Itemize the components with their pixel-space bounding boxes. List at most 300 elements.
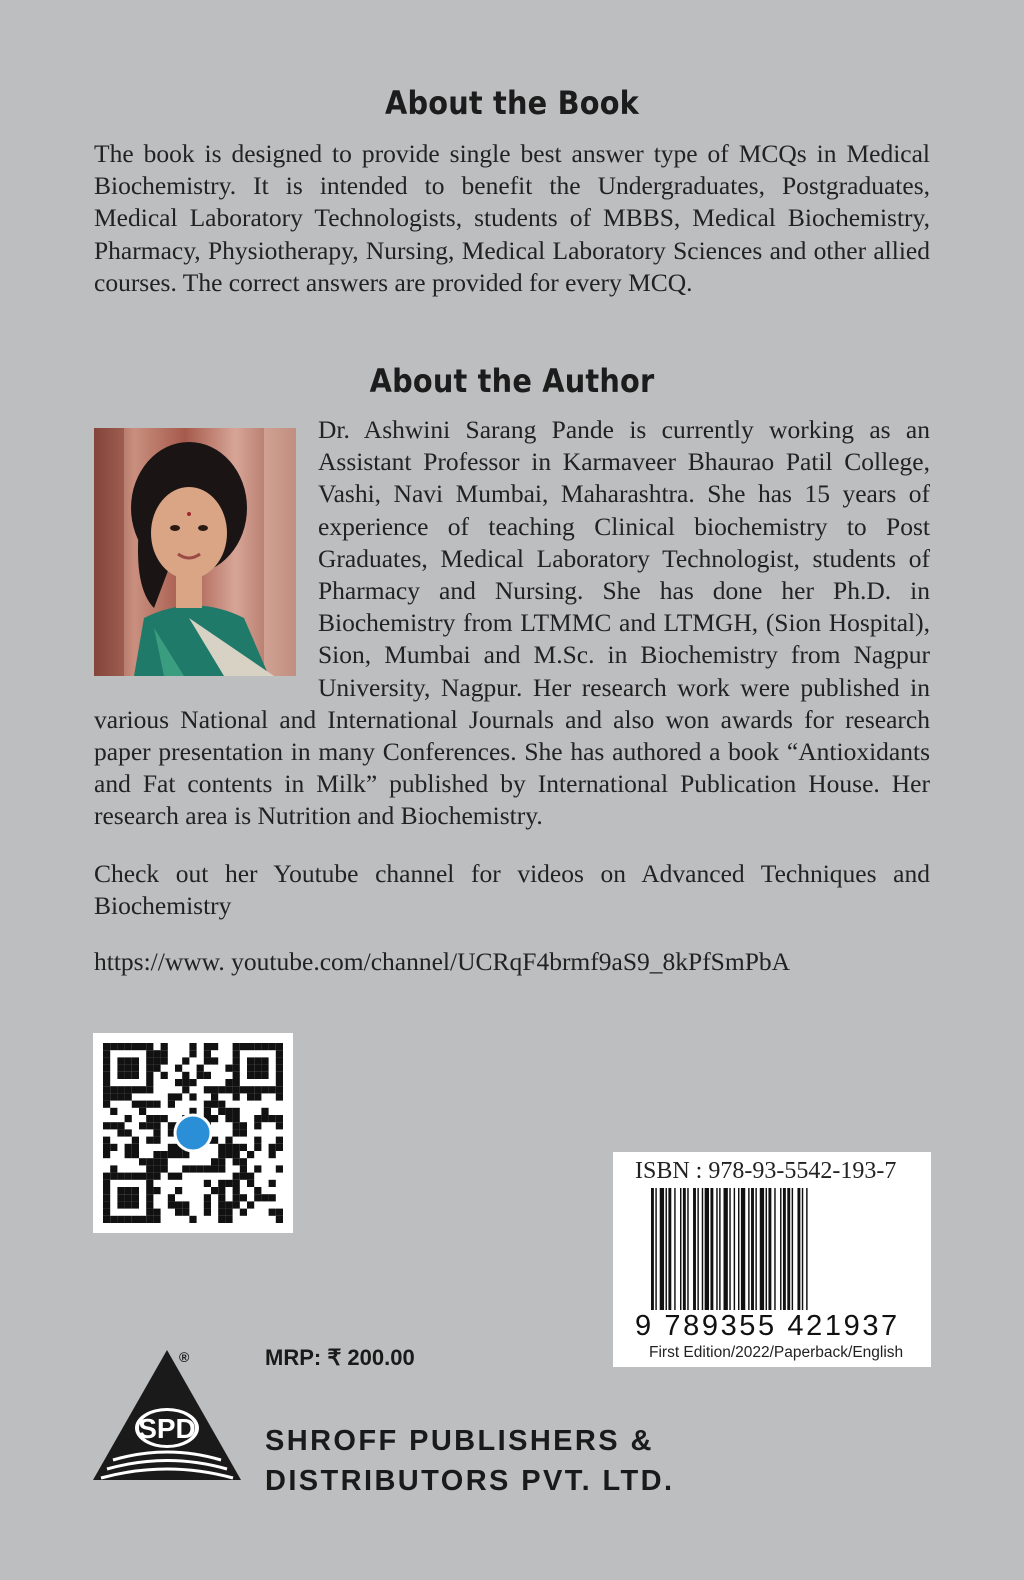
qr-module bbox=[225, 1137, 232, 1144]
qr-module bbox=[189, 1079, 196, 1086]
qr-module bbox=[103, 1079, 110, 1086]
qr-module bbox=[182, 1072, 189, 1079]
qr-module bbox=[204, 1057, 211, 1064]
qr-module bbox=[225, 1151, 232, 1158]
qr-module bbox=[175, 1093, 182, 1100]
qr-module bbox=[233, 1086, 240, 1093]
spd-logo-text: SPD bbox=[138, 1413, 196, 1444]
qr-module bbox=[211, 1158, 218, 1165]
barcode-bar bbox=[806, 1188, 807, 1310]
qr-module bbox=[247, 1057, 254, 1064]
about-author-block bbox=[94, 414, 930, 833]
qr-module bbox=[261, 1194, 268, 1201]
qr-module bbox=[233, 1065, 240, 1072]
qr-module bbox=[117, 1194, 124, 1201]
qr-module bbox=[161, 1057, 168, 1064]
barcode-bar bbox=[705, 1188, 709, 1310]
qr-module bbox=[247, 1151, 254, 1158]
qr-module bbox=[247, 1072, 254, 1079]
qr-module bbox=[247, 1086, 254, 1093]
qr-module bbox=[233, 1079, 240, 1086]
qr-module bbox=[132, 1194, 139, 1201]
qr-module bbox=[254, 1093, 261, 1100]
barcode-bar bbox=[710, 1188, 713, 1310]
qr-module bbox=[153, 1137, 160, 1144]
barcode-bar bbox=[802, 1188, 803, 1310]
qr-module bbox=[146, 1115, 153, 1122]
qr-module bbox=[240, 1129, 247, 1136]
qr-module bbox=[225, 1216, 232, 1223]
qr-module bbox=[211, 1115, 218, 1122]
qr-module bbox=[168, 1122, 175, 1129]
qr-module bbox=[146, 1101, 153, 1108]
barcode-bar bbox=[683, 1188, 686, 1310]
qr-module bbox=[117, 1043, 124, 1050]
qr-module bbox=[218, 1216, 225, 1223]
qr-module bbox=[211, 1086, 218, 1093]
barcode-bar bbox=[680, 1188, 681, 1310]
qr-module bbox=[240, 1173, 247, 1180]
qr-module bbox=[103, 1043, 110, 1050]
qr-module bbox=[240, 1165, 247, 1172]
qr-module bbox=[168, 1194, 175, 1201]
isbn-label: ISBN : 978-93-5542-193-7 bbox=[635, 1158, 897, 1184]
qr-module bbox=[161, 1165, 168, 1172]
qr-module bbox=[233, 1194, 240, 1201]
barcode-bar bbox=[780, 1188, 781, 1310]
about-author-heading: About the Author bbox=[369, 362, 655, 400]
qr-module bbox=[103, 1194, 110, 1201]
qr-module bbox=[139, 1173, 146, 1180]
qr-module bbox=[240, 1086, 247, 1093]
qr-module bbox=[276, 1043, 283, 1050]
qr-module bbox=[204, 1108, 211, 1115]
qr-module bbox=[125, 1194, 132, 1201]
qr-module bbox=[189, 1093, 196, 1100]
barcode-bar bbox=[702, 1188, 703, 1310]
qr-module bbox=[103, 1151, 110, 1158]
qr-module bbox=[225, 1079, 232, 1086]
qr-module bbox=[117, 1173, 124, 1180]
qr-module bbox=[261, 1108, 268, 1115]
qr-module bbox=[125, 1129, 132, 1136]
qr-module bbox=[254, 1194, 261, 1201]
qr-module bbox=[117, 1201, 124, 1208]
qr-module bbox=[218, 1194, 225, 1201]
youtube-link[interactable]: https://www. youtube.com/channel/UCRqF4brmf9aS9_8kPfSmPbA bbox=[94, 947, 791, 976]
qr-center-logo bbox=[175, 1115, 211, 1151]
qr-module bbox=[168, 1093, 175, 1100]
qr-module bbox=[261, 1065, 268, 1072]
qr-module bbox=[146, 1201, 153, 1208]
qr-module bbox=[218, 1144, 225, 1151]
qr-module bbox=[168, 1151, 175, 1158]
qr-module bbox=[269, 1151, 276, 1158]
qr-module bbox=[182, 1079, 189, 1086]
about-author-paragraph: Dr. Ashwini Sarang Pande is currently working as an Assistant Professor in Karmaveer Bhaurao Patil College, Vashi, Navi Mumbai, Maharashtra. She has 15 years of experience of teaching Clinical biochemistry to Post Graduates, Medical Laboratory Technologist, students of Pharmacy and Nursing. She has done her Ph.D. in Biochemistry from LTMMC and LTMGH, (Sion Hospital), Sion, Mumbai and M.Sc. in Biochemistry from Nagpur University, Nagpur. Her research work were published in various National and International Journals and also won awards for research paper presentation in many Conferences. She has authored a book “Antioxidants and Fat contents in Milk” published by International Publication House. Her research area is Nutrition and Biochemistry. bbox=[94, 415, 930, 831]
barcode-bar bbox=[748, 1188, 749, 1310]
barcode-bar bbox=[697, 1188, 698, 1310]
qr-module bbox=[132, 1144, 139, 1151]
barcode-bar bbox=[760, 1188, 764, 1310]
qr-module bbox=[182, 1209, 189, 1216]
qr-module bbox=[117, 1065, 124, 1072]
qr-module bbox=[103, 1144, 110, 1151]
qr-module bbox=[153, 1187, 160, 1194]
qr-module bbox=[182, 1151, 189, 1158]
qr-module bbox=[153, 1216, 160, 1223]
qr-module bbox=[276, 1216, 283, 1223]
barcode bbox=[651, 1188, 895, 1310]
qr-module bbox=[125, 1144, 132, 1151]
qr-module bbox=[168, 1201, 175, 1208]
qr-module bbox=[254, 1043, 261, 1050]
qr-module bbox=[132, 1151, 139, 1158]
barcode-bar bbox=[719, 1188, 720, 1310]
qr-module bbox=[204, 1194, 211, 1201]
qr-module bbox=[276, 1137, 283, 1144]
qr-module bbox=[139, 1043, 146, 1050]
qr-module bbox=[153, 1151, 160, 1158]
qr-module bbox=[146, 1165, 153, 1172]
qr-module bbox=[175, 1079, 182, 1086]
qr-module bbox=[175, 1209, 182, 1216]
qr-module bbox=[269, 1180, 276, 1187]
qr-module bbox=[182, 1057, 189, 1064]
barcode-bar bbox=[741, 1188, 745, 1310]
qr-module bbox=[247, 1065, 254, 1072]
qr-module bbox=[269, 1194, 276, 1201]
qr-module bbox=[189, 1043, 196, 1050]
qr-module bbox=[110, 1165, 117, 1172]
qr-module bbox=[153, 1173, 160, 1180]
qr-module bbox=[276, 1209, 283, 1216]
qr-module bbox=[254, 1187, 261, 1194]
qr-module bbox=[103, 1216, 110, 1223]
qr-module bbox=[153, 1129, 160, 1136]
qr-module bbox=[117, 1072, 124, 1079]
qr-module bbox=[132, 1173, 139, 1180]
barcode-bar bbox=[768, 1188, 771, 1310]
qr-module bbox=[269, 1115, 276, 1122]
qr-module bbox=[276, 1079, 283, 1086]
qr-module bbox=[132, 1201, 139, 1208]
qr-code[interactable] bbox=[93, 1033, 293, 1233]
qr-module bbox=[218, 1151, 225, 1158]
qr-module bbox=[139, 1101, 146, 1108]
qr-module bbox=[110, 1086, 117, 1093]
qr-module bbox=[276, 1072, 283, 1079]
qr-module bbox=[125, 1093, 132, 1100]
qr-module bbox=[103, 1137, 110, 1144]
youtube-note: Check out her Youtube channel for videos on Advanced Techniques and Biochemistry bbox=[94, 859, 930, 921]
qr-module bbox=[161, 1050, 168, 1057]
qr-module bbox=[139, 1122, 146, 1129]
qr-module bbox=[240, 1209, 247, 1216]
qr-module bbox=[233, 1108, 240, 1115]
barcode-bar bbox=[755, 1188, 756, 1310]
qr-module bbox=[125, 1043, 132, 1050]
qr-module bbox=[103, 1180, 110, 1187]
qr-module bbox=[153, 1158, 160, 1165]
qr-module bbox=[269, 1209, 276, 1216]
qr-module bbox=[125, 1057, 132, 1064]
barcode-bar bbox=[687, 1188, 688, 1310]
qr-module bbox=[182, 1086, 189, 1093]
qr-module bbox=[204, 1209, 211, 1216]
qr-module bbox=[139, 1108, 146, 1115]
qr-module bbox=[132, 1086, 139, 1093]
barcode-bar bbox=[787, 1188, 790, 1310]
barcode-bar bbox=[716, 1188, 717, 1310]
qr-module bbox=[233, 1144, 240, 1151]
qr-module bbox=[132, 1043, 139, 1050]
qr-module bbox=[269, 1043, 276, 1050]
qr-module bbox=[233, 1050, 240, 1057]
qr-module bbox=[247, 1093, 254, 1100]
qr-module bbox=[204, 1043, 211, 1050]
qr-module bbox=[261, 1072, 268, 1079]
qr-module bbox=[153, 1050, 160, 1057]
barcode-bar bbox=[668, 1188, 671, 1310]
qr-module bbox=[117, 1122, 124, 1129]
qr-module bbox=[146, 1173, 153, 1180]
barcode-digits: 9 789355 421937 bbox=[635, 1310, 900, 1342]
qr-module bbox=[254, 1057, 261, 1064]
qr-module bbox=[247, 1173, 254, 1180]
qr-module bbox=[233, 1158, 240, 1165]
qr-module bbox=[233, 1122, 240, 1129]
qr-module bbox=[233, 1151, 240, 1158]
qr-module bbox=[261, 1086, 268, 1093]
qr-module bbox=[110, 1043, 117, 1050]
qr-module bbox=[240, 1158, 247, 1165]
qr-module bbox=[225, 1201, 232, 1208]
qr-module bbox=[254, 1144, 261, 1151]
qr-module bbox=[254, 1137, 261, 1144]
qr-module bbox=[240, 1144, 247, 1151]
qr-module bbox=[225, 1108, 232, 1115]
qr-module bbox=[225, 1115, 232, 1122]
qr-module bbox=[153, 1101, 160, 1108]
qr-module bbox=[125, 1065, 132, 1072]
qr-module bbox=[218, 1201, 225, 1208]
barcode-bar bbox=[660, 1188, 664, 1310]
qr-module bbox=[117, 1057, 124, 1064]
qr-module bbox=[233, 1173, 240, 1180]
qr-module bbox=[211, 1043, 218, 1050]
publisher-name-line-2: DISTRIBUTORS PVT. LTD. bbox=[265, 1465, 675, 1497]
qr-module bbox=[225, 1086, 232, 1093]
qr-module bbox=[161, 1158, 168, 1165]
barcode-bar bbox=[693, 1188, 696, 1310]
qr-module bbox=[146, 1187, 153, 1194]
qr-module bbox=[254, 1065, 261, 1072]
qr-module bbox=[276, 1093, 283, 1100]
qr-module bbox=[175, 1065, 182, 1072]
qr-module bbox=[261, 1115, 268, 1122]
qr-module bbox=[233, 1072, 240, 1079]
qr-module bbox=[261, 1043, 268, 1050]
qr-module bbox=[225, 1065, 232, 1072]
qr-module bbox=[125, 1072, 132, 1079]
qr-module bbox=[161, 1043, 168, 1050]
qr-module bbox=[211, 1187, 218, 1194]
qr-module bbox=[254, 1115, 261, 1122]
qr-module bbox=[276, 1122, 283, 1129]
qr-module bbox=[103, 1101, 110, 1108]
qr-module bbox=[103, 1209, 110, 1216]
qr-module bbox=[117, 1129, 124, 1136]
qr-module bbox=[153, 1057, 160, 1064]
qr-module bbox=[240, 1043, 247, 1050]
about-book-paragraph: The book is designed to provide single best answer type of MCQs in Medical Biochemistry. It is intended to benefit the Undergraduates, Postgraduates, Medical Laboratory Technologists, students of MBBS, Medical Biochemistry, Pharmacy, Physiotherapy, Nursing, Medical Laboratory Sciences and other allied courses. The correct answers are provided for every MCQ. bbox=[94, 139, 930, 297]
qr-module bbox=[189, 1216, 196, 1223]
qr-module bbox=[103, 1086, 110, 1093]
qr-module bbox=[233, 1115, 240, 1122]
qr-module bbox=[247, 1043, 254, 1050]
qr-module bbox=[247, 1180, 254, 1187]
qr-module bbox=[161, 1151, 168, 1158]
qr-module bbox=[117, 1086, 124, 1093]
qr-module bbox=[139, 1086, 146, 1093]
qr-module bbox=[204, 1165, 211, 1172]
qr-module bbox=[146, 1065, 153, 1072]
isbn-box bbox=[613, 1152, 931, 1367]
qr-module bbox=[146, 1057, 153, 1064]
qr-module bbox=[204, 1072, 211, 1079]
svg-text:®: ® bbox=[179, 1349, 190, 1365]
qr-module bbox=[211, 1137, 218, 1144]
barcode-bar bbox=[792, 1188, 793, 1310]
qr-module bbox=[125, 1151, 132, 1158]
qr-module bbox=[197, 1072, 204, 1079]
qr-module bbox=[103, 1122, 110, 1129]
qr-module bbox=[254, 1165, 261, 1172]
qr-module bbox=[153, 1065, 160, 1072]
qr-module bbox=[103, 1093, 110, 1100]
qr-module bbox=[211, 1093, 218, 1100]
qr-module bbox=[204, 1086, 211, 1093]
qr-module bbox=[211, 1057, 218, 1064]
qr-module bbox=[218, 1101, 225, 1108]
qr-module bbox=[146, 1086, 153, 1093]
qr-module bbox=[103, 1173, 110, 1180]
qr-module bbox=[132, 1057, 139, 1064]
qr-module bbox=[175, 1173, 182, 1180]
qr-module bbox=[233, 1093, 240, 1100]
qr-module bbox=[103, 1201, 110, 1208]
barcode-bar bbox=[766, 1188, 767, 1310]
qr-module bbox=[197, 1065, 204, 1072]
qr-module bbox=[233, 1187, 240, 1194]
qr-module bbox=[218, 1187, 225, 1194]
qr-module bbox=[254, 1122, 261, 1129]
qr-module bbox=[269, 1086, 276, 1093]
qr-module bbox=[125, 1187, 132, 1194]
qr-module bbox=[182, 1201, 189, 1208]
qr-module bbox=[146, 1079, 153, 1086]
barcode-bar bbox=[774, 1188, 775, 1310]
qr-module bbox=[132, 1072, 139, 1079]
qr-module bbox=[175, 1151, 182, 1158]
qr-module bbox=[233, 1201, 240, 1208]
qr-module bbox=[175, 1201, 182, 1208]
qr-module bbox=[146, 1050, 153, 1057]
qr-module bbox=[276, 1165, 283, 1172]
qr-module bbox=[218, 1158, 225, 1165]
qr-module bbox=[146, 1158, 153, 1165]
edition-info: First Edition/2022/Paperback/English bbox=[649, 1344, 904, 1361]
author-photo bbox=[94, 428, 296, 676]
qr-module bbox=[276, 1144, 283, 1151]
qr-module bbox=[110, 1108, 117, 1115]
qr-module bbox=[189, 1050, 196, 1057]
qr-module bbox=[211, 1101, 218, 1108]
qr-module bbox=[110, 1093, 117, 1100]
qr-module bbox=[132, 1187, 139, 1194]
qr-module bbox=[153, 1122, 160, 1129]
barcode-bar bbox=[651, 1188, 654, 1310]
qr-module bbox=[103, 1187, 110, 1194]
qr-module bbox=[168, 1173, 175, 1180]
qr-module bbox=[225, 1209, 232, 1216]
qr-module bbox=[233, 1129, 240, 1136]
barcode-bar bbox=[734, 1188, 735, 1310]
qr-module bbox=[218, 1108, 225, 1115]
publisher-name-line-1: SHROFF PUBLISHERS & bbox=[265, 1425, 654, 1457]
qr-module bbox=[132, 1065, 139, 1072]
qr-module bbox=[110, 1144, 117, 1151]
qr-module bbox=[103, 1065, 110, 1072]
barcode-bar bbox=[724, 1188, 728, 1310]
qr-module bbox=[218, 1209, 225, 1216]
barcode-bar bbox=[751, 1188, 754, 1310]
about-book-heading: About the Book bbox=[384, 84, 640, 122]
qr-module bbox=[276, 1065, 283, 1072]
qr-module bbox=[110, 1216, 117, 1223]
qr-module bbox=[254, 1072, 261, 1079]
qr-module bbox=[276, 1050, 283, 1057]
qr-module bbox=[168, 1101, 175, 1108]
qr-module bbox=[218, 1165, 225, 1172]
qr-module bbox=[240, 1194, 247, 1201]
barcode-bar bbox=[797, 1188, 800, 1310]
qr-module bbox=[139, 1158, 146, 1165]
barcode-bar bbox=[729, 1188, 730, 1310]
qr-module bbox=[132, 1137, 139, 1144]
mrp-price: MRP: ₹ 200.00 bbox=[265, 1345, 415, 1370]
qr-module bbox=[276, 1057, 283, 1064]
qr-module bbox=[132, 1216, 139, 1223]
qr-module bbox=[146, 1137, 153, 1144]
qr-module bbox=[204, 1180, 211, 1187]
qr-module bbox=[233, 1043, 240, 1050]
qr-module bbox=[261, 1057, 268, 1064]
qr-module bbox=[168, 1144, 175, 1151]
barcode-bar bbox=[666, 1188, 667, 1310]
qr-module bbox=[182, 1165, 189, 1172]
qr-module bbox=[125, 1115, 132, 1122]
qr-module bbox=[125, 1086, 132, 1093]
qr-module bbox=[110, 1122, 117, 1129]
qr-module bbox=[225, 1144, 232, 1151]
qr-module bbox=[146, 1043, 153, 1050]
qr-module bbox=[240, 1122, 247, 1129]
barcode-bar bbox=[738, 1188, 739, 1310]
barcode-bar bbox=[783, 1188, 786, 1310]
qr-module bbox=[233, 1180, 240, 1187]
